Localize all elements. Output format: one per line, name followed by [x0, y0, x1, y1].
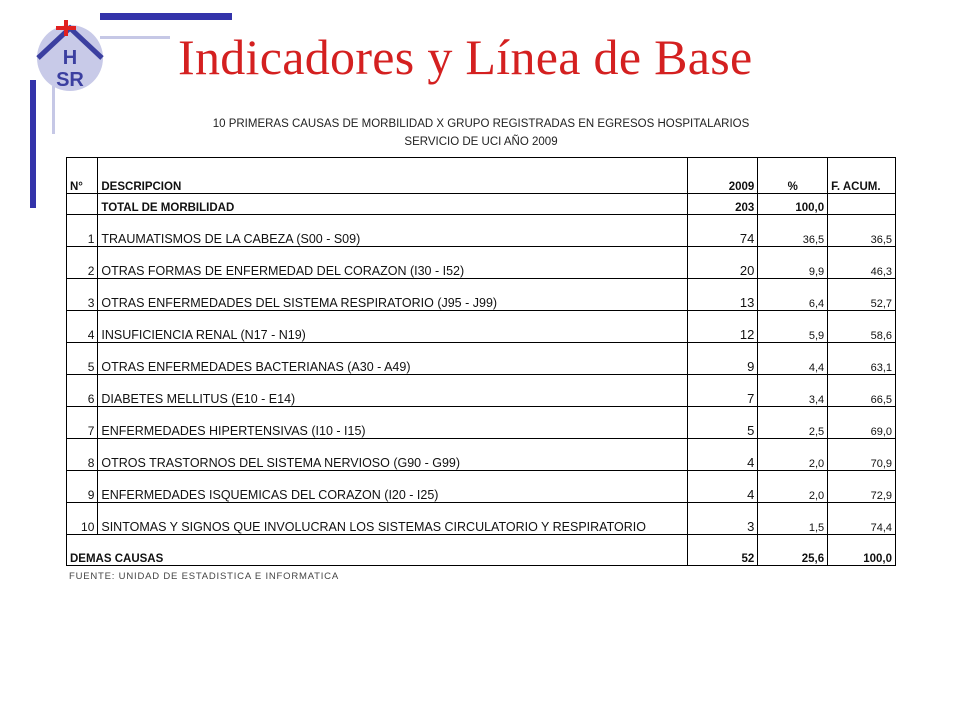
row-description: ENFERMEDADES HIPERTENSIVAS (I10 - I15) [98, 407, 688, 439]
total-row [67, 194, 896, 215]
frame-line-left [30, 80, 36, 208]
other-causes-label: DEMAS CAUSAS [67, 535, 688, 566]
hospital-logo [34, 18, 110, 94]
row-description: DIABETES MELLITUS (E10 - E14) [98, 375, 688, 407]
row-accumulated: 66,5 [828, 375, 896, 407]
row-num: 8 [67, 439, 98, 471]
table-row [67, 343, 896, 375]
table-row [67, 503, 896, 535]
row-description: ENFERMEDADES ISQUEMICAS DEL CORAZON (I20 - I25) [98, 471, 688, 503]
total-label: TOTAL DE MORBILIDAD [98, 194, 688, 215]
row-accumulated: 58,6 [828, 311, 896, 343]
row-value: 3 [688, 503, 758, 535]
row-percent: 5,9 [758, 311, 828, 343]
row-percent: 3,4 [758, 375, 828, 407]
table-row [67, 311, 896, 343]
row-value: 7 [688, 375, 758, 407]
table-subtitle: SERVICIO DE UCI AÑO 2009 [404, 136, 558, 148]
row-description: OTRAS FORMAS DE ENFERMEDAD DEL CORAZON (I30 - I52) [98, 247, 688, 279]
total-num [67, 194, 98, 215]
row-accumulated: 52,7 [828, 279, 896, 311]
total-percent: 100,0 [758, 194, 828, 215]
header-year: 2009 [688, 158, 758, 194]
header-num: N° [67, 158, 98, 194]
total-accumulated [828, 194, 896, 215]
row-percent: 6,4 [758, 279, 828, 311]
row-accumulated: 36,5 [828, 215, 896, 247]
source-note: FUENTE: UNIDAD DE ESTADISTICA E INFORMATICA [69, 571, 339, 582]
row-num: 2 [67, 247, 98, 279]
row-percent: 2,5 [758, 407, 828, 439]
other-causes-percent: 25,6 [758, 535, 828, 566]
row-accumulated: 69,0 [828, 407, 896, 439]
row-value: 13 [688, 279, 758, 311]
row-value: 12 [688, 311, 758, 343]
total-value: 203 [688, 194, 758, 215]
svg-text:SR: SR [56, 69, 84, 91]
row-percent: 36,5 [758, 215, 828, 247]
table-row [67, 215, 896, 247]
row-description: TRAUMATISMOS DE LA CABEZA (S00 - S09) [98, 215, 688, 247]
table-row [67, 375, 896, 407]
frame-line-top [100, 13, 232, 20]
other-causes-row [67, 535, 896, 566]
row-description: SINTOMAS Y SIGNOS QUE INVOLUCRAN LOS SISTEMAS CIRCULATORIO Y RESPIRATORIO [98, 503, 688, 535]
row-percent: 4,4 [758, 343, 828, 375]
header-description: DESCRIPCION [98, 158, 688, 194]
svg-text:H: H [62, 47, 78, 69]
table-header-row [67, 158, 896, 194]
table-row [67, 247, 896, 279]
row-accumulated: 63,1 [828, 343, 896, 375]
row-description: OTROS TRASTORNOS DEL SISTEMA NERVIOSO (G90 - G99) [98, 439, 688, 471]
row-value: 4 [688, 471, 758, 503]
other-causes-accumulated: 100,0 [828, 535, 896, 566]
row-description: INSUFICIENCIA RENAL (N17 - N19) [98, 311, 688, 343]
row-accumulated: 74,4 [828, 503, 896, 535]
table-row [67, 407, 896, 439]
row-num: 1 [67, 215, 98, 247]
row-percent: 2,0 [758, 439, 828, 471]
table-row [67, 471, 896, 503]
slide-title: Indicadores y Línea de Base [178, 29, 753, 85]
row-percent: 1,5 [758, 503, 828, 535]
morbidity-table [66, 157, 896, 566]
row-value: 4 [688, 439, 758, 471]
frame-line-top-light [100, 36, 170, 39]
header-accumulated: F. ACUM. [828, 158, 896, 194]
row-percent: 9,9 [758, 247, 828, 279]
header-percent: % [758, 158, 828, 194]
row-accumulated: 70,9 [828, 439, 896, 471]
row-description: OTRAS ENFERMEDADES DEL SISTEMA RESPIRATORIO (J95 - J99) [98, 279, 688, 311]
row-value: 74 [688, 215, 758, 247]
row-num: 7 [67, 407, 98, 439]
table-title: 10 PRIMERAS CAUSAS DE MORBILIDAD X GRUPO REGISTRADAS EN EGRESOS HOSPITALARIOS [212, 118, 750, 130]
row-num: 3 [67, 279, 98, 311]
row-value: 20 [688, 247, 758, 279]
table-row [67, 279, 896, 311]
row-percent: 2,0 [758, 471, 828, 503]
row-accumulated: 72,9 [828, 471, 896, 503]
row-value: 9 [688, 343, 758, 375]
row-value: 5 [688, 407, 758, 439]
row-accumulated: 46,3 [828, 247, 896, 279]
row-num: 6 [67, 375, 98, 407]
row-num: 4 [67, 311, 98, 343]
table-row [67, 439, 896, 471]
row-num: 10 [67, 503, 98, 535]
row-num: 5 [67, 343, 98, 375]
row-num: 9 [67, 471, 98, 503]
row-description: OTRAS ENFERMEDADES BACTERIANAS (A30 - A49) [98, 343, 688, 375]
other-causes-value: 52 [688, 535, 758, 566]
